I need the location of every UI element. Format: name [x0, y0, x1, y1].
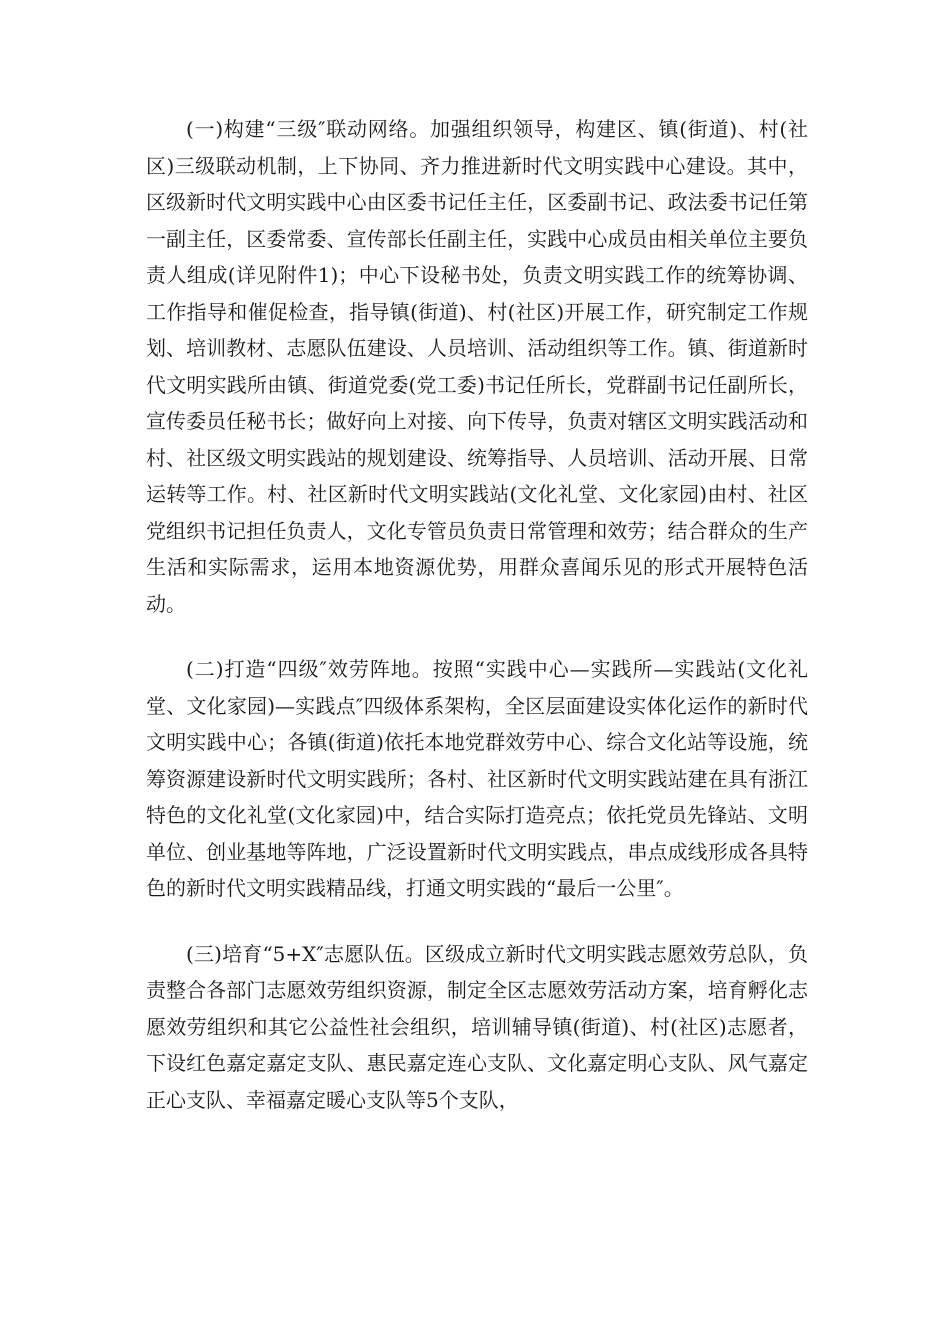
paragraph-2: (二)打造“四级″效劳阵地。按照“实践中心—实践所—实践站(文化礼堂、文化家园)—实践点″四级体系架构，全区层面建设实体化运作的新时代文明实践中心；各镇(街道)依托本地党群效劳中心、综合文化站等设施，统筹资源建设新时代文明实践所；各村、社区新时代文明实践站建在具有浙江特色的文化礼堂(文化家园)中，结合实际打造亮点；依托党员先锋站、文明单位、创业基地等阵地，广泛设置新时代文明实践点，串点成线形成各具特色的新时代文明实践精品线，打通文明实践的“最后一公里″。: [146, 657, 808, 900]
paragraph-1: (一)构建“三级″联动网络。加强组织领导，构建区、镇(街道)、村(社区)三级联动机制，上下协同、齐力推进新时代文明实践中心建设。其中，区级新时代文明实践中心由区委书记任主任，区委副书记、政法委书记任第一副主任，区委常委、宣传部长任副主任，实践中心成员由相关单位主要负责人组成(详见附件1)；中心下设秘书处，负责文明实践工作的统筹协调、工作指导和催促检查，指导镇(街道)、村(社区)开展工作，研究制定工作规划、培训教材、志愿队伍建设、人员培训、活动组织等工作。镇、街道新时代文明实践所由镇、街道党委(党工委)书记任所长，党群副书记任副所长，宣传委员任秘书长；做好向上对接、向下传导，负责对辖区文明实践活动和村、社区级文明实践站的规划建设、统筹指导、人员培训、活动开展、日常运转等工作。村、社区新时代文明实践站(文化礼堂、文化家园)由村、社区党组织书记担任负责人，文化专管员负责日常管理和效劳；结合群众的生产生活和实际需求，运用本地资源优势，用群众喜闻乐见的形式开展特色活动。: [146, 117, 808, 616]
paragraph-3: (三)培育“5+X″志愿队伍。区级成立新时代文明实践志愿效劳总队，负责整合各部门志愿效劳组织资源，制定全区志愿效劳活动方案，培育孵化志愿效劳组织和其它公益性社会组织，培训辅导镇(街道)、村(社区)志愿者，下设红色嘉定嘉定支队、惠民嘉定连心支队、文化嘉定明心支队、风气嘉定正心支队、幸福嘉定暖心支队等5个支队，: [146, 941, 808, 1112]
document-body: [146, 111, 808, 1118]
